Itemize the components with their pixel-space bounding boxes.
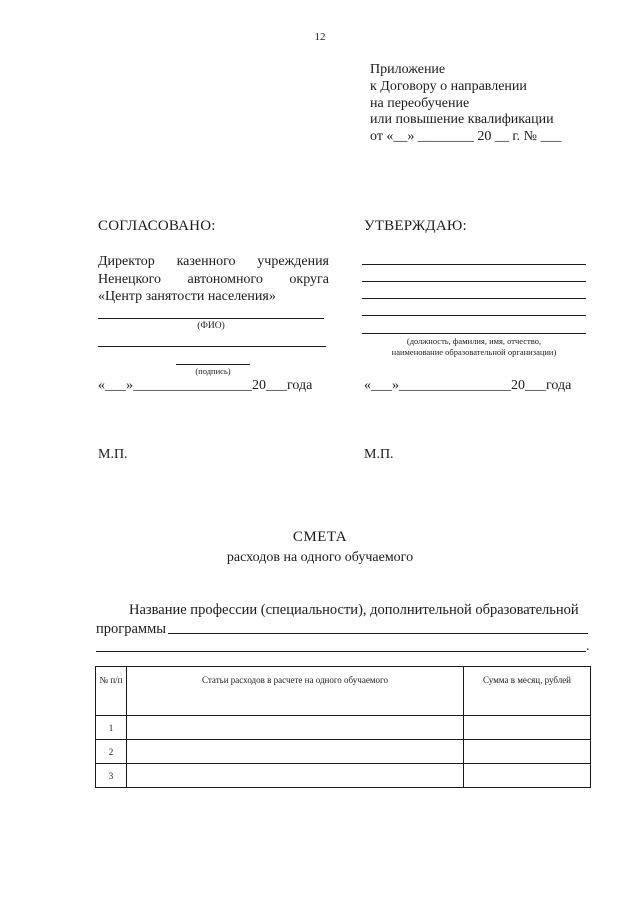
approve-date: «___»________________20___года — [364, 378, 572, 393]
stamp-left: М.П. — [98, 447, 128, 462]
approver-line — [362, 298, 586, 299]
agreed-date: «___»_________________20___года — [98, 378, 313, 393]
col-items-header: Статьи расходов в расчете на одного обучаемого — [127, 667, 464, 716]
col-sum-header: Сумма в месяц, рублей — [464, 667, 591, 716]
profession-line — [96, 651, 586, 652]
appendix-block — [370, 62, 561, 146]
approver-caption: (должность, фамилия, имя, отчество, — [406, 336, 542, 346]
period-mark: . — [586, 639, 590, 654]
approver-caption: наименование образовательной организации) — [391, 347, 557, 357]
estimate-title: СМЕТА — [292, 529, 348, 545]
table-header-row — [96, 667, 591, 716]
appendix-line: или повышение квалификации — [370, 112, 554, 128]
appendix-line: от «__» ________ 20 __ г. № ___ — [370, 129, 562, 145]
col-number-header: № п/п — [96, 667, 127, 716]
director-line: «Центр занятости населения» — [98, 289, 276, 304]
agreed-heading: СОГЛАСОВАНО: — [98, 218, 216, 234]
profession-label: Название профессии (специальности), дополнительной образовательной программы — [96, 602, 579, 637]
director-line: Ненецкого автономного округа — [98, 271, 329, 287]
row-item-cell — [127, 740, 464, 764]
row-sum-cell — [464, 740, 591, 764]
director-line: Директор казенного учреждения — [98, 254, 329, 269]
row-item-cell — [127, 716, 464, 740]
estimate-table — [95, 666, 591, 788]
approver-line — [362, 333, 586, 334]
row-sum-cell — [464, 716, 591, 740]
approver-line — [362, 315, 586, 316]
appendix-line: к Договору о направлении — [370, 78, 527, 94]
blank-line — [98, 346, 326, 347]
director-block — [98, 253, 329, 306]
appendix-line: Приложение — [370, 62, 446, 77]
row-item-cell — [127, 764, 464, 788]
appendix-line: на переобучение — [370, 95, 470, 111]
approve-heading: УТВЕРЖДАЮ: — [364, 218, 467, 234]
table-row — [96, 740, 591, 764]
stamp-right: М.П. — [364, 447, 394, 462]
profession-line — [168, 633, 588, 634]
row-number: 2 — [96, 740, 127, 764]
page-number: 12 — [314, 31, 326, 43]
signature-caption: (подпись) — [195, 366, 231, 376]
estimate-subtitle: расходов на одного обучаемого — [226, 550, 414, 565]
signature-line — [176, 364, 250, 365]
table-row — [96, 716, 591, 740]
row-number: 1 — [96, 716, 127, 740]
approver-line — [362, 264, 586, 265]
fio-line — [98, 318, 324, 319]
row-number: 3 — [96, 764, 127, 788]
approver-line — [362, 281, 586, 282]
row-sum-cell — [464, 764, 591, 788]
fio-caption: (ФИО) — [197, 321, 225, 331]
table-row — [96, 764, 591, 788]
